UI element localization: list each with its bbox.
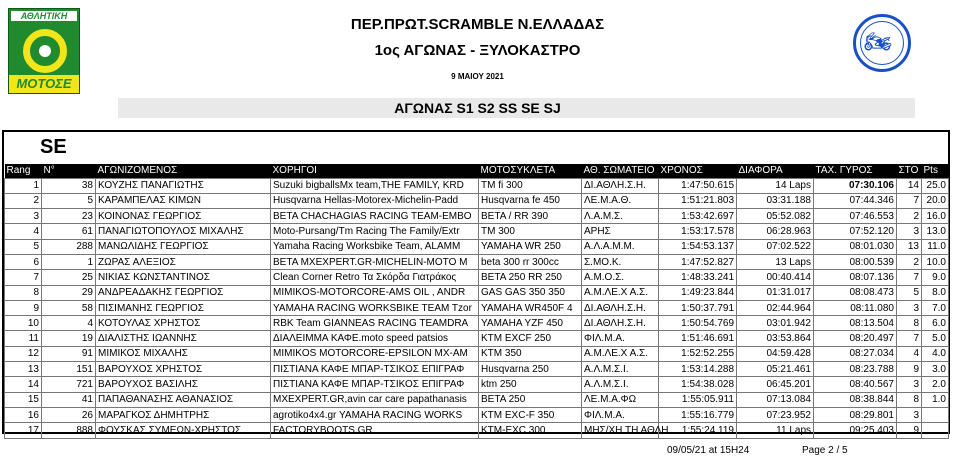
table-cell: ΜΙΜΙΚΟΣ ΜΙΧΑΛΗΣ: [96, 346, 271, 361]
table-cell: KTM-EXC 300: [479, 423, 582, 438]
table-cell: [922, 423, 949, 438]
table-cell: 08:13.504: [814, 316, 897, 331]
table-cell: 16: [5, 407, 42, 422]
table-cell: 9: [5, 300, 42, 315]
table-cell: 151: [42, 362, 96, 377]
table-cell: MIMIKOS MOTORCORE-EPSILON MX-AM: [271, 346, 479, 361]
column-header: ΑΓΩΝΙΖΟΜΕΝΟΣ: [97, 165, 178, 177]
table-cell: 03:53.864: [737, 331, 814, 346]
table-cell: Husqvarna Hellas-Motorex-Michelin-Padd: [271, 193, 479, 208]
table-cell: Α.Μ.ΛΕ.Χ Α.Σ.: [582, 346, 659, 361]
table-cell: 9.0: [922, 270, 949, 285]
table-cell: 08:27.034: [814, 346, 897, 361]
table-cell: Moto-Pursang/Tm Racing The Family/Extr: [271, 224, 479, 239]
table-cell: ΜΑΝΩΛΙΔΗΣ ΓΕΩΡΓΙΟΣ: [96, 239, 271, 254]
table-cell: ΦΙΛ.Μ.Α.: [582, 407, 659, 422]
table-cell: 14 Laps: [737, 178, 814, 193]
table-cell: 1:50:37.791: [659, 300, 737, 315]
table-cell: ΠΑΝΑΓΙΩΤΟΠΟΥΛΟΣ ΜΙΧΑΛΗΣ: [96, 224, 271, 239]
page-number: Page 2 / 5: [802, 445, 848, 456]
table-cell: ΔΙ.ΑΘΛΗ.Σ.Η.: [582, 316, 659, 331]
table-cell: ΔΙ.ΑΘΛΗ.Σ.Η.: [582, 300, 659, 315]
table-cell: ΑΡΗΣ: [582, 224, 659, 239]
table-cell: 07:23.952: [737, 407, 814, 422]
table-cell: KTM EXC-F 350: [479, 407, 582, 422]
table-cell: ΛΕ.Μ.Α.Θ.: [582, 193, 659, 208]
table-cell: 08:08.473: [814, 285, 897, 300]
table-cell: 9: [897, 362, 922, 377]
table-cell: ktm 250: [479, 377, 582, 392]
table-cell: ΝΙΚΙΑΣ ΚΩΝΣΤΑΝΤΙΝΟΣ: [96, 270, 271, 285]
table-cell: ΔΙΑΛΕΙΜΜΑ ΚΑΦΕ.moto speed patsios: [271, 331, 479, 346]
table-cell: 1.0: [922, 392, 949, 407]
table-cell: 5.0: [922, 331, 949, 346]
table-row: [5, 331, 949, 346]
table-cell: 03:01.942: [737, 316, 814, 331]
table-cell: 8.0: [922, 285, 949, 300]
table-cell: 2: [897, 254, 922, 269]
table-cell: MXEXPERT.GR,avin car care papathanasis: [271, 392, 479, 407]
table-row: [5, 316, 949, 331]
table-cell: 19: [42, 331, 96, 346]
table-cell: 61: [42, 224, 96, 239]
table-cell: 15: [5, 392, 42, 407]
table-cell: ΠΙΣΤΙΑΝΑ ΚΑΦΕ ΜΠΑΡ-ΤΣΙΚΟΣ ΕΠΙΓΡΑΦ: [271, 377, 479, 392]
table-cell: Α.Λ.Μ.Σ.Ι.: [582, 362, 659, 377]
table-cell: agrotiko4x4.gr YAMAHA RACING WORKS: [271, 407, 479, 422]
table-cell: 7: [897, 331, 922, 346]
table-cell: 3: [897, 407, 922, 422]
column-header: Pts: [923, 165, 938, 177]
table-cell: ΒΑΡΟΥΧΟΣ ΒΑΣΙΛΗΣ: [96, 377, 271, 392]
table-cell: 08:29.801: [814, 407, 897, 422]
table-cell: 2.0: [922, 377, 949, 392]
table-cell: 25: [42, 270, 96, 285]
table-cell: 8: [897, 392, 922, 407]
table-cell: 1: [5, 178, 42, 193]
table-cell: Husqvarna 250: [479, 362, 582, 377]
table-cell: 13.0: [922, 224, 949, 239]
table-row: [5, 254, 949, 269]
table-cell: ΠΙΣΤΙΑΝΑ ΚΑΦΕ ΜΠΑΡ-ΤΣΙΚΟΣ ΕΠΙΓΡΑΦ: [271, 362, 479, 377]
table-cell: 1:55:05.911: [659, 392, 737, 407]
column-header: ΣΤΟ: [898, 165, 919, 177]
table-cell: 00:40.414: [737, 270, 814, 285]
table-cell: 4: [5, 224, 42, 239]
table-cell: 7: [897, 270, 922, 285]
table-row: [5, 178, 949, 193]
table-cell: 25.0: [922, 178, 949, 193]
table-cell: 9: [897, 423, 922, 438]
table-cell: ΠΑΠΑΘΑΝΑΣΗΣ ΑΘΑΝΑΣΙΟΣ: [96, 392, 271, 407]
table-cell: 6: [5, 254, 42, 269]
table-cell: 20.0: [922, 193, 949, 208]
table-cell: 08:07.136: [814, 270, 897, 285]
table-cell: ΚΑΡΑΜΠΕΛΑΣ ΚΙΜΩΝ: [96, 193, 271, 208]
table-cell: 08:01.030: [814, 239, 897, 254]
table-cell: ΚΟΙΝΟΝΑΣ ΓΕΩΡΓΙΟΣ: [96, 209, 271, 224]
table-cell: 09:25.403: [814, 423, 897, 438]
table-cell: 1:50:54.769: [659, 316, 737, 331]
table-cell: KTM EXCF 250: [479, 331, 582, 346]
table-cell: 1:47:52.827: [659, 254, 737, 269]
table-cell: YAMAHA WR 250: [479, 239, 582, 254]
table-cell: 14: [897, 178, 922, 193]
event-date: 9 ΜΑΙΟΥ 2021: [451, 72, 504, 81]
table-cell: 07:30.106: [814, 178, 897, 193]
table-cell: 03:31.188: [737, 193, 814, 208]
table-cell: ΔΙΑΛΙΣΤΗΣ ΙΩΑΝΝΗΣ: [96, 331, 271, 346]
table-cell: 1:55:16.779: [659, 407, 737, 422]
table-cell: 4: [42, 316, 96, 331]
table-cell: Α.Μ.ΛΕ.Χ Α.Σ.: [582, 285, 659, 300]
logo-top-text: ΑΘΛΗΤΙΚΗ: [9, 9, 79, 23]
motorcycle-icon: 🏍: [864, 29, 892, 54]
table-cell: 08:40.567: [814, 377, 897, 392]
table-cell: ΜΑΡΑΓΚΟΣ ΔΗΜΗΤΡΗΣ: [96, 407, 271, 422]
table-cell: 5: [897, 285, 922, 300]
table-cell: 01:31.017: [737, 285, 814, 300]
table-cell: [922, 407, 949, 422]
table-cell: 08:11.080: [814, 300, 897, 315]
table-cell: 07:13.084: [737, 392, 814, 407]
table-cell: 16.0: [922, 209, 949, 224]
table-cell: 7: [5, 270, 42, 285]
print-timestamp: 09/05/21 at 15H24: [667, 445, 750, 456]
table-cell: 91: [42, 346, 96, 361]
table-cell: YAMAHA RACING WORKSBIKE TEAM Tzor: [271, 300, 479, 315]
column-header: ΤΑΧ. ΓΥΡΟΣ: [815, 165, 873, 177]
table-cell: 1:49:23.844: [659, 285, 737, 300]
page-subtitle: 1ος ΑΓΩΝΑΣ - ΞΥΛΟΚΑΣΤΡΟ: [374, 42, 581, 59]
table-cell: 13 Laps: [737, 254, 814, 269]
table-cell: ΚΟΥΖΗΣ ΠΑΝΑΓΙΩΤΗΣ: [96, 178, 271, 193]
table-cell: 04:59.428: [737, 346, 814, 361]
table-cell: 08:38.844: [814, 392, 897, 407]
table-cell: 13: [5, 362, 42, 377]
table-cell: 08:23.788: [814, 362, 897, 377]
table-row: [5, 239, 949, 254]
table-cell: 13: [897, 239, 922, 254]
table-cell: Α.Λ.Α.Μ.Μ.: [582, 239, 659, 254]
table-cell: 8: [5, 285, 42, 300]
table-cell: 4.0: [922, 346, 949, 361]
table-cell: 14: [5, 377, 42, 392]
table-row: [5, 270, 949, 285]
table-cell: KTM 350: [479, 346, 582, 361]
table-row: [5, 392, 949, 407]
table-cell: 1:52:52.255: [659, 346, 737, 361]
table-cell: 17: [5, 423, 42, 438]
table-cell: Suzuki bigballsMx team,THE FAMILY, KRD: [271, 178, 479, 193]
logo-bottom-text: ΜΟΤΟΣΕ: [9, 75, 79, 93]
table-cell: 38: [42, 178, 96, 193]
table-cell: 1:48:33.241: [659, 270, 737, 285]
table-cell: Α.Λ.Μ.Σ.Ι.: [582, 377, 659, 392]
table-cell: 1: [42, 254, 96, 269]
table-cell: 1:51:21.803: [659, 193, 737, 208]
table-cell: 8: [897, 316, 922, 331]
table-cell: 08:00.539: [814, 254, 897, 269]
table-cell: ΔΙ.ΑΘΛΗ.Σ.Η.: [582, 178, 659, 193]
table-cell: RBK Team GIANNEAS RACING TEAMDRA: [271, 316, 479, 331]
column-header: N°: [43, 165, 55, 177]
table-cell: 07:46.553: [814, 209, 897, 224]
table-cell: Husqvarna fe 450: [479, 193, 582, 208]
table-cell: 11.0: [922, 239, 949, 254]
column-header: ΜΟΤΟΣΥΚΛΕΤΑ: [480, 165, 556, 177]
table-body: [5, 178, 949, 438]
table-cell: TM 300: [479, 224, 582, 239]
table-cell: Yamaha Racing Worksbike Team, ALAMM: [271, 239, 479, 254]
table-cell: 58: [42, 300, 96, 315]
table-cell: Clean Corner Retro Τα Σκόρδα Γιατράκος: [271, 270, 479, 285]
table-cell: MIMIKOS-MOTORCORE-AMS OIL , ANDR: [271, 285, 479, 300]
table-cell: 05:21.461: [737, 362, 814, 377]
table-cell: 7: [897, 193, 922, 208]
table-cell: 1:54:38.028: [659, 377, 737, 392]
table-cell: 05:52.082: [737, 209, 814, 224]
table-row: [5, 362, 949, 377]
table-cell: ΜΗΣ/ΧΗ ΤΗ ΑΘΛΗ: [582, 423, 659, 438]
table-cell: 1:55:24.119: [659, 423, 737, 438]
table-cell: 721: [42, 377, 96, 392]
results-table: [4, 164, 949, 439]
table-cell: Α.Μ.Ο.Σ.: [582, 270, 659, 285]
table-cell: 1:53:17.578: [659, 224, 737, 239]
table-cell: BETA CHACHAGIAS RACING TEAM-EMBO: [271, 209, 479, 224]
table-cell: ΒΑΡΟΥΧΟΣ ΧΡΗΣΤΟΣ: [96, 362, 271, 377]
table-header-row: [5, 164, 949, 178]
table-row: [5, 224, 949, 239]
table-row: [5, 193, 949, 208]
table-cell: 1:54:53.137: [659, 239, 737, 254]
table-row: [5, 285, 949, 300]
table-cell: ΦΙΛ.Μ.Α.: [582, 331, 659, 346]
table-cell: YAMAHA WR450F 4: [479, 300, 582, 315]
table-cell: ΑΝΔΡΕΑΔΑΚΗΣ ΓΕΩΡΓΙΟΣ: [96, 285, 271, 300]
table-cell: 10.0: [922, 254, 949, 269]
table-cell: 3: [897, 377, 922, 392]
table-cell: 10: [5, 316, 42, 331]
table-cell: 26: [42, 407, 96, 422]
table-row: [5, 300, 949, 315]
table-cell: 2: [5, 193, 42, 208]
table-cell: beta 300 rr 300cc: [479, 254, 582, 269]
table-cell: 12: [5, 346, 42, 361]
table-cell: BETA / RR 390: [479, 209, 582, 224]
table-cell: 1:51:46.691: [659, 331, 737, 346]
table-cell: Λ.Α.Μ.Σ.: [582, 209, 659, 224]
column-header: Rang: [6, 165, 31, 177]
table-cell: BETA 250 RR 250: [479, 270, 582, 285]
table-cell: 5: [42, 193, 96, 208]
table-cell: 06:45.201: [737, 377, 814, 392]
table-cell: 1:53:42.697: [659, 209, 737, 224]
table-cell: FACTORYBOOTS.GR: [271, 423, 479, 438]
table-cell: 4: [897, 346, 922, 361]
page-title: ΠΕΡ.ΠΡΩΤ.SCRAMBLE Ν.ΕΛΛΑΔΑΣ: [350, 16, 605, 33]
table-cell: 3: [897, 300, 922, 315]
table-cell: GAS GAS 350 350: [479, 285, 582, 300]
table-cell: BETA 250: [479, 392, 582, 407]
class-label: SE: [40, 136, 67, 158]
table-cell: 08:20.497: [814, 331, 897, 346]
table-cell: 41: [42, 392, 96, 407]
table-cell: ΠΙΣΙΜΑΝΗΣ ΓΕΩΡΓΙΟΣ: [96, 300, 271, 315]
table-cell: 6.0: [922, 316, 949, 331]
table-cell: 1:53:14.288: [659, 362, 737, 377]
table-cell: ΚΟΤΟΥΛΑΣ ΧΡΗΣΤΟΣ: [96, 316, 271, 331]
column-header: ΧΡΟΝΟΣ: [660, 165, 703, 177]
table-cell: 3: [5, 209, 42, 224]
table-cell: 29: [42, 285, 96, 300]
column-header: ΧΟΡΗΓΟΙ: [272, 165, 317, 177]
table-row: [5, 423, 949, 438]
table-cell: 02:44.964: [737, 300, 814, 315]
table-cell: ΛΕ.Μ.Α.ΦΩ: [582, 392, 659, 407]
table-cell: 2: [897, 209, 922, 224]
table-cell: 07:44.346: [814, 193, 897, 208]
table-cell: 3: [897, 224, 922, 239]
table-cell: 7.0: [922, 300, 949, 315]
table-cell: 11 Laps: [737, 423, 814, 438]
table-cell: BETA MXEXPERT.GR-MICHELIN-MOTO M: [271, 254, 479, 269]
column-header: ΑΘ. ΣΩΜΑΤΕΙΟ: [583, 165, 655, 177]
table-cell: 1:47:50.615: [659, 178, 737, 193]
table-cell: TM fi 300: [479, 178, 582, 193]
table-cell: ΦΟΥΣΚΑΣ ΣΥΜΕΩΝ-ΧΡΗΣΤΟΣ: [96, 423, 271, 438]
table-cell: 06:28.963: [737, 224, 814, 239]
table-cell: Σ.ΜΟ.Κ.: [582, 254, 659, 269]
table-cell: 5: [5, 239, 42, 254]
race-title: ΑΓΩΝΑΣ S1 S2 SS SE SJ: [394, 100, 561, 116]
column-header: ΔΙΑΦΟΡΑ: [738, 165, 783, 177]
table-cell: 288: [42, 239, 96, 254]
table-row: [5, 346, 949, 361]
table-cell: 07:02.522: [737, 239, 814, 254]
table-cell: 23: [42, 209, 96, 224]
table-cell: 888: [42, 423, 96, 438]
table-row: [5, 209, 949, 224]
table-cell: ΖΩΡΑΣ ΑΛΕΞΙΟΣ: [96, 254, 271, 269]
table-row: [5, 407, 949, 422]
table-cell: YAMAHA YZF 450: [479, 316, 582, 331]
table-row: [5, 377, 949, 392]
table-cell: 11: [5, 331, 42, 346]
table-cell: 3.0: [922, 362, 949, 377]
table-cell: 07:52.120: [814, 224, 897, 239]
